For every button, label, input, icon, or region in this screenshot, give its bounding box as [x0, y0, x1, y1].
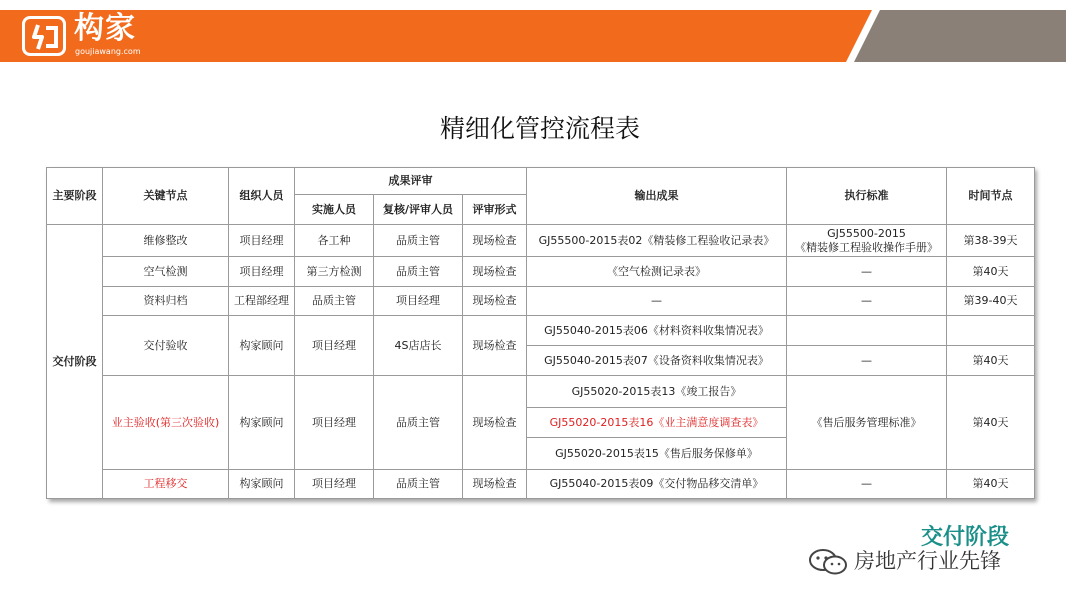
- node-cell: 资料归档: [103, 287, 229, 316]
- org-cell: 项目经理: [229, 257, 295, 287]
- header-review-group: 成果评审: [295, 168, 527, 195]
- implementer-cell: 品质主管: [295, 287, 374, 316]
- time-cell: 第38-39天: [947, 225, 1035, 257]
- form-cell: 现场检查: [463, 376, 527, 470]
- brand-name: 构家: [74, 11, 136, 46]
- table-row: [47, 316, 1035, 346]
- node-cell: 交付验收: [103, 316, 229, 376]
- output-cell: GJ55020-2015表13《竣工报告》: [527, 376, 787, 408]
- reviewer-cell: 品质主管: [374, 376, 463, 470]
- output-cell: —: [527, 287, 787, 316]
- header-node: 关键节点: [103, 168, 229, 225]
- brand-logo-icon: [22, 16, 66, 56]
- standard-cell-empty: [787, 316, 947, 346]
- header-time: 时间节点: [947, 168, 1035, 225]
- standard-cell: —: [787, 257, 947, 287]
- footer-stage-label: 交付阶段: [921, 525, 1010, 550]
- page-title: 精细化管控流程表: [439, 114, 640, 143]
- output-cell: GJ55040-2015表09《交付物品移交清单》: [527, 470, 787, 499]
- implementer-cell: 项目经理: [295, 316, 374, 376]
- standard-line-1: GJ55500-2015: [827, 226, 906, 240]
- output-cell: GJ55020-2015表16《业主满意度调查表》: [527, 408, 787, 438]
- time-cell-empty: [947, 316, 1035, 346]
- header-reviewer: 复核/评审人员: [374, 195, 463, 225]
- table-row: [47, 470, 1035, 499]
- table-row: [47, 376, 1035, 408]
- reviewer-cell: 4S店店长: [374, 316, 463, 376]
- reviewer-cell: 项目经理: [374, 287, 463, 316]
- output-cell: GJ55500-2015表02《精装修工程验收记录表》: [527, 225, 787, 257]
- implementer-cell: 第三方检测: [295, 257, 374, 287]
- node-cell: 业主验收(第三次验收): [103, 376, 229, 470]
- watermark: [808, 544, 1058, 578]
- implementer-cell: 各工种: [295, 225, 374, 257]
- header-standard: 执行标准: [787, 168, 947, 225]
- node-cell: 维修整改: [103, 225, 229, 257]
- table-row: [47, 287, 1035, 316]
- node-cell: 空气检测: [103, 257, 229, 287]
- form-cell: 现场检查: [463, 257, 527, 287]
- org-cell: 构家顾问: [229, 316, 295, 376]
- flow-table-container: [46, 167, 1034, 499]
- reviewer-cell: 品质主管: [374, 225, 463, 257]
- time-cell: 第40天: [947, 346, 1035, 376]
- time-cell: 第40天: [947, 257, 1035, 287]
- header-banner: [0, 0, 1080, 78]
- table-row: [47, 225, 1035, 257]
- header-form: 评审形式: [463, 195, 527, 225]
- flow-table: [46, 167, 1035, 499]
- standard-line-2: 《精装修工程验收操作手册》: [795, 240, 939, 254]
- form-cell: 现场检查: [463, 316, 527, 376]
- org-cell: 构家顾问: [229, 376, 295, 470]
- time-cell: 第39-40天: [947, 287, 1035, 316]
- form-cell: 现场检查: [463, 287, 527, 316]
- banner-shape: [0, 0, 1080, 78]
- header-org: 组织人员: [229, 168, 295, 225]
- output-cell: GJ55040-2015表06《材料资料收集情况表》: [527, 316, 787, 346]
- stage-cell: 交付阶段: [47, 225, 103, 499]
- header-row: [47, 168, 1035, 195]
- node-cell: 工程移交: [103, 470, 229, 499]
- output-cell: GJ55020-2015表15《售后服务保修单》: [527, 438, 787, 470]
- org-cell: 构家顾问: [229, 470, 295, 499]
- org-cell: 工程部经理: [229, 287, 295, 316]
- standard-cell: —: [787, 287, 947, 316]
- standard-cell: —: [787, 346, 947, 376]
- standard-cell: [787, 225, 947, 257]
- header-implementer: 实施人员: [295, 195, 374, 225]
- wechat-icon: [808, 548, 848, 576]
- implementer-cell: 项目经理: [295, 376, 374, 470]
- standard-cell: —: [787, 470, 947, 499]
- form-cell: 现场检查: [463, 225, 527, 257]
- org-cell: 项目经理: [229, 225, 295, 257]
- header-stage: 主要阶段: [47, 168, 103, 225]
- table-row: [47, 257, 1035, 287]
- reviewer-cell: 品质主管: [374, 470, 463, 499]
- standard-cell: 《售后服务管理标准》: [787, 376, 947, 470]
- implementer-cell: 项目经理: [295, 470, 374, 499]
- output-cell: GJ55040-2015表07《设备资料收集情况表》: [527, 346, 787, 376]
- brand-url: goujiawang.com: [75, 47, 141, 56]
- watermark-text: 房地产行业先锋: [854, 549, 1001, 573]
- header-output: 输出成果: [527, 168, 787, 225]
- form-cell: 现场检查: [463, 470, 527, 499]
- output-cell: 《空气检测记录表》: [527, 257, 787, 287]
- reviewer-cell: 品质主管: [374, 257, 463, 287]
- time-cell: 第40天: [947, 376, 1035, 470]
- time-cell: 第40天: [947, 470, 1035, 499]
